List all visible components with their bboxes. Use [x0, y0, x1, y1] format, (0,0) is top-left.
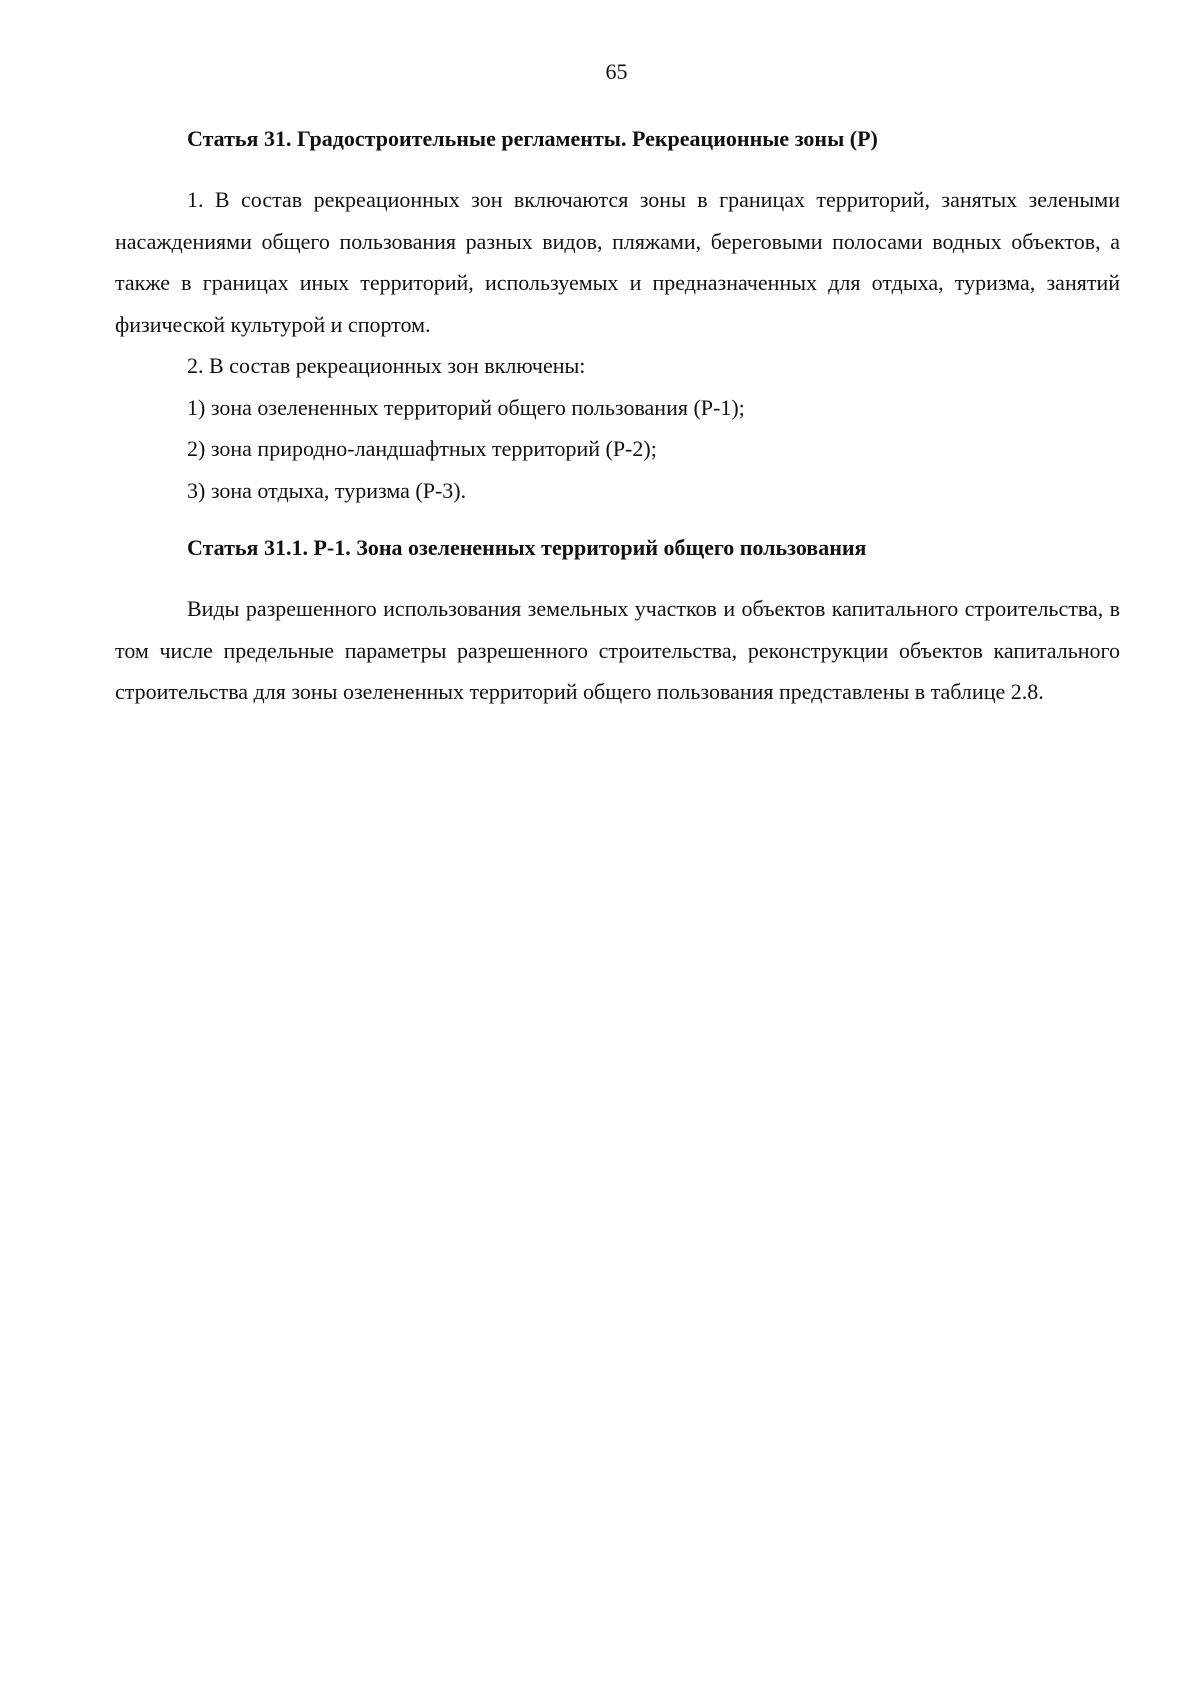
- spacer: [115, 154, 1120, 179]
- article-31-paragraph-1: 1. В состав рекреационных зон включаются зоны в границах территорий, занятых зелеными насаждениями общего пользования разных видов, пляжами, береговыми полосами водных объектов, а также в границах иных территорий, используемых и предназначенных для отдыха, туризма, занятий физической культурой и спортом.: [115, 187, 1120, 337]
- article-31-1-heading: Статья 31.1. Р-1. Зона озелененных территорий общего пользования: [187, 535, 867, 560]
- article-31-paragraph-2: 2. В состав рекреационных зон включены:: [187, 353, 586, 378]
- spacer: [115, 563, 1120, 588]
- page-content: [115, 124, 1120, 713]
- list-item: 1) зона озелененных территорий общего пользования (Р-1);: [187, 394, 745, 420]
- page-number: 65: [605, 59, 628, 84]
- spacer: [115, 511, 1120, 533]
- list-item: 3) зона отдыха, туризма (Р-3).: [187, 477, 467, 503]
- list-item: 2) зона природно-ландшафтных территорий (Р-2);: [187, 436, 657, 461]
- article-31-heading: Статья 31. Градостроительные регламенты. Рекреационные зоны (Р): [187, 126, 878, 151]
- article-31-1-paragraph: Виды разрешенного использования земельных участков и объектов капитального строительства, в том числе предельные параметры разрешенного строительства, реконструкции объектов капитального строительства для зоны озелененных территорий общего пользования представлены в таблице 2.8.: [115, 596, 1120, 704]
